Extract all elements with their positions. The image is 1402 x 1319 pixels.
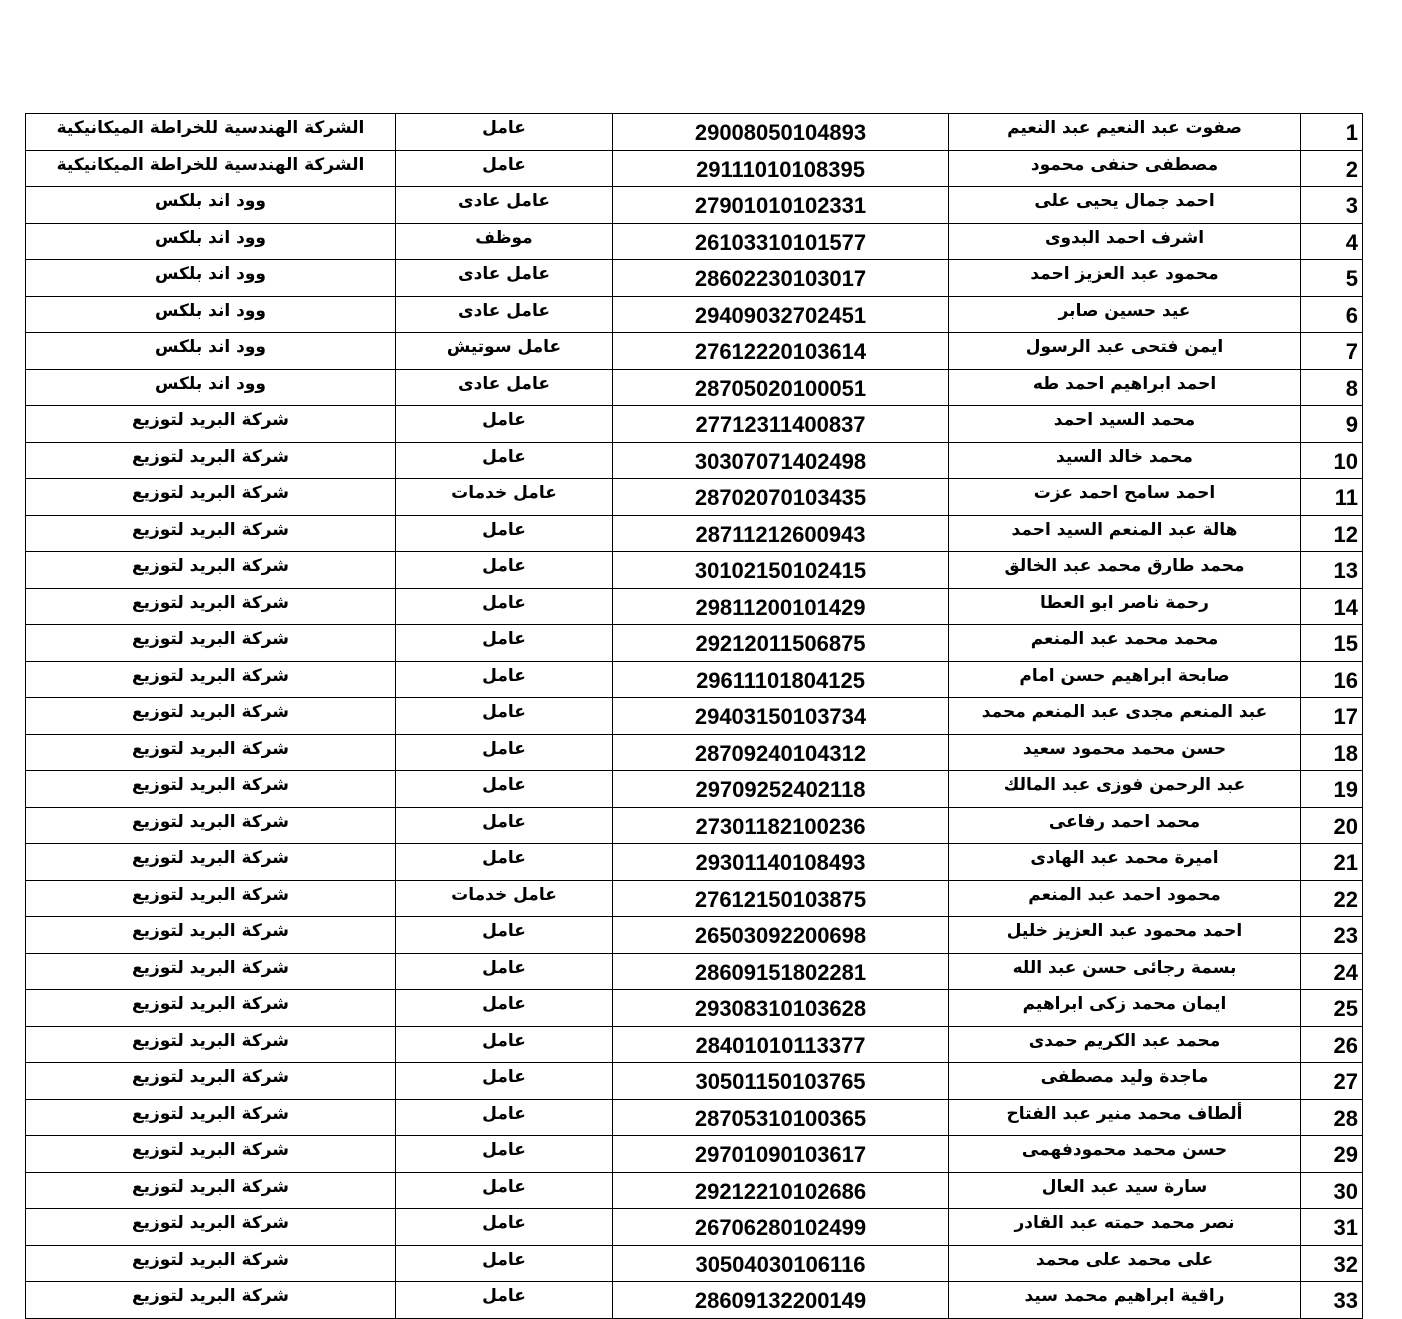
row-number-cell: 17 <box>1301 698 1363 735</box>
row-number-cell: 12 <box>1301 515 1363 552</box>
national-id-cell: 29212210102686 <box>613 1172 949 1209</box>
employee-name-cell: احمد سامح احمد عزت <box>949 479 1301 516</box>
employee-name-cell: ماجدة وليد مصطفى <box>949 1063 1301 1100</box>
job-title-cell: عامل <box>396 807 613 844</box>
company-cell: وود اند بلكس <box>26 187 396 224</box>
company-cell: شركة البريد لتوزيع <box>26 880 396 917</box>
row-number-cell: 28 <box>1301 1099 1363 1136</box>
national-id-cell: 29008050104893 <box>613 114 949 151</box>
company-cell: شركة البريد لتوزيع <box>26 625 396 662</box>
table-row <box>26 1099 1363 1136</box>
company-cell: شركة البريد لتوزيع <box>26 515 396 552</box>
job-title-cell: عامل خدمات <box>396 479 613 516</box>
table-row <box>26 698 1363 735</box>
row-number-cell: 10 <box>1301 442 1363 479</box>
national-id-cell: 30504030106116 <box>613 1245 949 1282</box>
job-title-cell: عامل سوتيش <box>396 333 613 370</box>
row-number-cell: 11 <box>1301 479 1363 516</box>
table-row <box>26 187 1363 224</box>
row-number-cell: 4 <box>1301 223 1363 260</box>
employee-name-cell: حسن محمد محمودفهمى <box>949 1136 1301 1173</box>
national-id-cell: 27301182100236 <box>613 807 949 844</box>
company-cell: شركة البريد لتوزيع <box>26 734 396 771</box>
national-id-cell: 27901010102331 <box>613 187 949 224</box>
company-cell: الشركة الهندسية للخراطة الميكانيكية <box>26 114 396 151</box>
job-title-cell: عامل <box>396 1209 613 1246</box>
row-number-cell: 15 <box>1301 625 1363 662</box>
company-cell: شركة البريد لتوزيع <box>26 479 396 516</box>
national-id-cell: 30307071402498 <box>613 442 949 479</box>
table-row <box>26 333 1363 370</box>
national-id-cell: 29212011506875 <box>613 625 949 662</box>
company-cell: شركة البريد لتوزيع <box>26 1063 396 1100</box>
job-title-cell: عامل <box>396 552 613 589</box>
job-title-cell: عامل <box>396 1136 613 1173</box>
job-title-cell: عامل <box>396 917 613 954</box>
employee-name-cell: محمد احمد رفاعى <box>949 807 1301 844</box>
company-cell: شركة البريد لتوزيع <box>26 917 396 954</box>
job-title-cell: موظف <box>396 223 613 260</box>
national-id-cell: 27612150103875 <box>613 880 949 917</box>
employee-name-cell: هالة عبد المنعم السيد احمد <box>949 515 1301 552</box>
table-row <box>26 1136 1363 1173</box>
employee-name-cell: احمد ابراهيم احمد طه <box>949 369 1301 406</box>
row-number-cell: 19 <box>1301 771 1363 808</box>
employee-name-cell: عبد الرحمن فوزى عبد المالك <box>949 771 1301 808</box>
national-id-cell: 29111010108395 <box>613 150 949 187</box>
row-number-cell: 13 <box>1301 552 1363 589</box>
table-row <box>26 880 1363 917</box>
row-number-cell: 1 <box>1301 114 1363 151</box>
company-cell: شركة البريد لتوزيع <box>26 588 396 625</box>
company-cell: شركة البريد لتوزيع <box>26 1245 396 1282</box>
row-number-cell: 30 <box>1301 1172 1363 1209</box>
employee-name-cell: صابحة ابراهيم حسن امام <box>949 661 1301 698</box>
job-title-cell: عامل <box>396 1172 613 1209</box>
national-id-cell: 28401010113377 <box>613 1026 949 1063</box>
national-id-cell: 29308310103628 <box>613 990 949 1027</box>
table-row <box>26 1063 1363 1100</box>
row-number-cell: 9 <box>1301 406 1363 443</box>
table-row <box>26 771 1363 808</box>
company-cell: شركة البريد لتوزيع <box>26 807 396 844</box>
job-title-cell: عامل عادى <box>396 296 613 333</box>
employee-name-cell: مصطفى حنفى محمود <box>949 150 1301 187</box>
job-title-cell: عامل <box>396 953 613 990</box>
table-row <box>26 114 1363 151</box>
row-number-cell: 6 <box>1301 296 1363 333</box>
company-cell: شركة البريد لتوزيع <box>26 1136 396 1173</box>
national-id-cell: 26706280102499 <box>613 1209 949 1246</box>
row-number-cell: 24 <box>1301 953 1363 990</box>
job-title-cell: عامل <box>396 661 613 698</box>
employee-name-cell: محمود عبد العزيز احمد <box>949 260 1301 297</box>
company-cell: شركة البريد لتوزيع <box>26 442 396 479</box>
job-title-cell: عامل خدمات <box>396 880 613 917</box>
employee-name-cell: نصر محمد حمته عبد القادر <box>949 1209 1301 1246</box>
row-number-cell: 23 <box>1301 917 1363 954</box>
job-title-cell: عامل <box>396 698 613 735</box>
job-title-cell: عامل <box>396 1099 613 1136</box>
table-row <box>26 296 1363 333</box>
company-cell: شركة البريد لتوزيع <box>26 1282 396 1319</box>
company-cell: الشركة الهندسية للخراطة الميكانيكية <box>26 150 396 187</box>
company-cell: شركة البريد لتوزيع <box>26 844 396 881</box>
employee-name-cell: عيد حسين صابر <box>949 296 1301 333</box>
table-row <box>26 1245 1363 1282</box>
row-number-cell: 22 <box>1301 880 1363 917</box>
company-cell: وود اند بلكس <box>26 296 396 333</box>
row-number-cell: 20 <box>1301 807 1363 844</box>
job-title-cell: عامل <box>396 515 613 552</box>
table-row <box>26 260 1363 297</box>
table-row <box>26 515 1363 552</box>
national-id-cell: 29611101804125 <box>613 661 949 698</box>
job-title-cell: عامل <box>396 734 613 771</box>
employee-name-cell: محمد طارق محمد عبد الخالق <box>949 552 1301 589</box>
table-row <box>26 1282 1363 1319</box>
table-row <box>26 588 1363 625</box>
row-number-cell: 29 <box>1301 1136 1363 1173</box>
job-title-cell: عامل <box>396 625 613 662</box>
table-row <box>26 661 1363 698</box>
national-id-cell: 28609132200149 <box>613 1282 949 1319</box>
national-id-cell: 27712311400837 <box>613 406 949 443</box>
employee-name-cell: محمد السيد احمد <box>949 406 1301 443</box>
company-cell: شركة البريد لتوزيع <box>26 552 396 589</box>
table-row <box>26 1026 1363 1063</box>
job-title-cell: عامل <box>396 588 613 625</box>
job-title-cell: عامل <box>396 1063 613 1100</box>
table-row <box>26 369 1363 406</box>
employee-name-cell: راقية ابراهيم محمد سيد <box>949 1282 1301 1319</box>
employee-name-cell: محمود احمد عبد المنعم <box>949 880 1301 917</box>
table-row <box>26 844 1363 881</box>
job-title-cell: عامل عادى <box>396 369 613 406</box>
row-number-cell: 7 <box>1301 333 1363 370</box>
national-id-cell: 28609151802281 <box>613 953 949 990</box>
national-id-cell: 26103310101577 <box>613 223 949 260</box>
job-title-cell: عامل <box>396 1026 613 1063</box>
row-number-cell: 21 <box>1301 844 1363 881</box>
job-title-cell: عامل <box>396 990 613 1027</box>
job-title-cell: عامل <box>396 442 613 479</box>
national-id-cell: 29301140108493 <box>613 844 949 881</box>
company-cell: شركة البريد لتوزيع <box>26 771 396 808</box>
employee-name-cell: ايمان محمد زكى ابراهيم <box>949 990 1301 1027</box>
national-id-cell: 28702070103435 <box>613 479 949 516</box>
national-id-cell: 28705310100365 <box>613 1099 949 1136</box>
national-id-cell: 29403150103734 <box>613 698 949 735</box>
national-id-cell: 29811200101429 <box>613 588 949 625</box>
table-row <box>26 150 1363 187</box>
national-id-cell: 27612220103614 <box>613 333 949 370</box>
company-cell: شركة البريد لتوزيع <box>26 1099 396 1136</box>
employee-table-body <box>26 114 1363 1319</box>
table-row <box>26 1209 1363 1246</box>
company-cell: شركة البريد لتوزيع <box>26 1172 396 1209</box>
row-number-cell: 25 <box>1301 990 1363 1027</box>
job-title-cell: عامل <box>396 1245 613 1282</box>
national-id-cell: 30102150102415 <box>613 552 949 589</box>
table-row <box>26 442 1363 479</box>
row-number-cell: 8 <box>1301 369 1363 406</box>
row-number-cell: 5 <box>1301 260 1363 297</box>
job-title-cell: عامل <box>396 771 613 808</box>
employee-name-cell: محمد خالد السيد <box>949 442 1301 479</box>
employee-name-cell: عبد المنعم مجدى عبد المنعم محمد <box>949 698 1301 735</box>
job-title-cell: عامل <box>396 150 613 187</box>
employee-name-cell: احمد جمال يحيى على <box>949 187 1301 224</box>
company-cell: شركة البريد لتوزيع <box>26 1026 396 1063</box>
company-cell: شركة البريد لتوزيع <box>26 698 396 735</box>
row-number-cell: 16 <box>1301 661 1363 698</box>
row-number-cell: 31 <box>1301 1209 1363 1246</box>
employee-name-cell: اشرف احمد البدوى <box>949 223 1301 260</box>
company-cell: وود اند بلكس <box>26 260 396 297</box>
row-number-cell: 2 <box>1301 150 1363 187</box>
employee-name-cell: سارة سيد عبد العال <box>949 1172 1301 1209</box>
national-id-cell: 28711212600943 <box>613 515 949 552</box>
company-cell: وود اند بلكس <box>26 333 396 370</box>
national-id-cell: 28705020100051 <box>613 369 949 406</box>
job-title-cell: عامل <box>396 406 613 443</box>
company-cell: شركة البريد لتوزيع <box>26 1209 396 1246</box>
employee-name-cell: رحمة ناصر ابو العطا <box>949 588 1301 625</box>
table-row <box>26 223 1363 260</box>
row-number-cell: 3 <box>1301 187 1363 224</box>
row-number-cell: 18 <box>1301 734 1363 771</box>
company-cell: شركة البريد لتوزيع <box>26 953 396 990</box>
national-id-cell: 29409032702451 <box>613 296 949 333</box>
table-row <box>26 552 1363 589</box>
job-title-cell: عامل عادى <box>396 187 613 224</box>
row-number-cell: 32 <box>1301 1245 1363 1282</box>
national-id-cell: 28602230103017 <box>613 260 949 297</box>
table-row <box>26 479 1363 516</box>
employee-name-cell: ايمن فتحى عبد الرسول <box>949 333 1301 370</box>
national-id-cell: 29709252402118 <box>613 771 949 808</box>
company-cell: شركة البريد لتوزيع <box>26 406 396 443</box>
employee-name-cell: محمد محمد عبد المنعم <box>949 625 1301 662</box>
national-id-cell: 30501150103765 <box>613 1063 949 1100</box>
employee-name-cell: بسمة رجائى حسن عبد الله <box>949 953 1301 990</box>
table-row <box>26 917 1363 954</box>
company-cell: وود اند بلكس <box>26 369 396 406</box>
job-title-cell: عامل <box>396 844 613 881</box>
employee-name-cell: صفوت عبد النعيم عبد النعيم <box>949 114 1301 151</box>
national-id-cell: 26503092200698 <box>613 917 949 954</box>
table-row <box>26 807 1363 844</box>
company-cell: وود اند بلكس <box>26 223 396 260</box>
table-row <box>26 734 1363 771</box>
row-number-cell: 33 <box>1301 1282 1363 1319</box>
employee-name-cell: محمد عبد الكريم حمدى <box>949 1026 1301 1063</box>
row-number-cell: 26 <box>1301 1026 1363 1063</box>
row-number-cell: 27 <box>1301 1063 1363 1100</box>
job-title-cell: عامل <box>396 1282 613 1319</box>
company-cell: شركة البريد لتوزيع <box>26 990 396 1027</box>
employee-table <box>25 113 1363 1319</box>
table-row <box>26 1172 1363 1209</box>
employee-name-cell: ألطاف محمد منير عبد الفتاح <box>949 1099 1301 1136</box>
company-cell: شركة البريد لتوزيع <box>26 661 396 698</box>
row-number-cell: 14 <box>1301 588 1363 625</box>
national-id-cell: 29701090103617 <box>613 1136 949 1173</box>
employee-name-cell: اميرة محمد عبد الهادى <box>949 844 1301 881</box>
table-row <box>26 625 1363 662</box>
employee-name-cell: على محمد على محمد <box>949 1245 1301 1282</box>
national-id-cell: 28709240104312 <box>613 734 949 771</box>
table-row <box>26 953 1363 990</box>
job-title-cell: عامل عادى <box>396 260 613 297</box>
table-row <box>26 406 1363 443</box>
employee-name-cell: حسن محمد محمود سعيد <box>949 734 1301 771</box>
table-row <box>26 990 1363 1027</box>
employee-name-cell: احمد محمود عبد العزيز خليل <box>949 917 1301 954</box>
job-title-cell: عامل <box>396 114 613 151</box>
